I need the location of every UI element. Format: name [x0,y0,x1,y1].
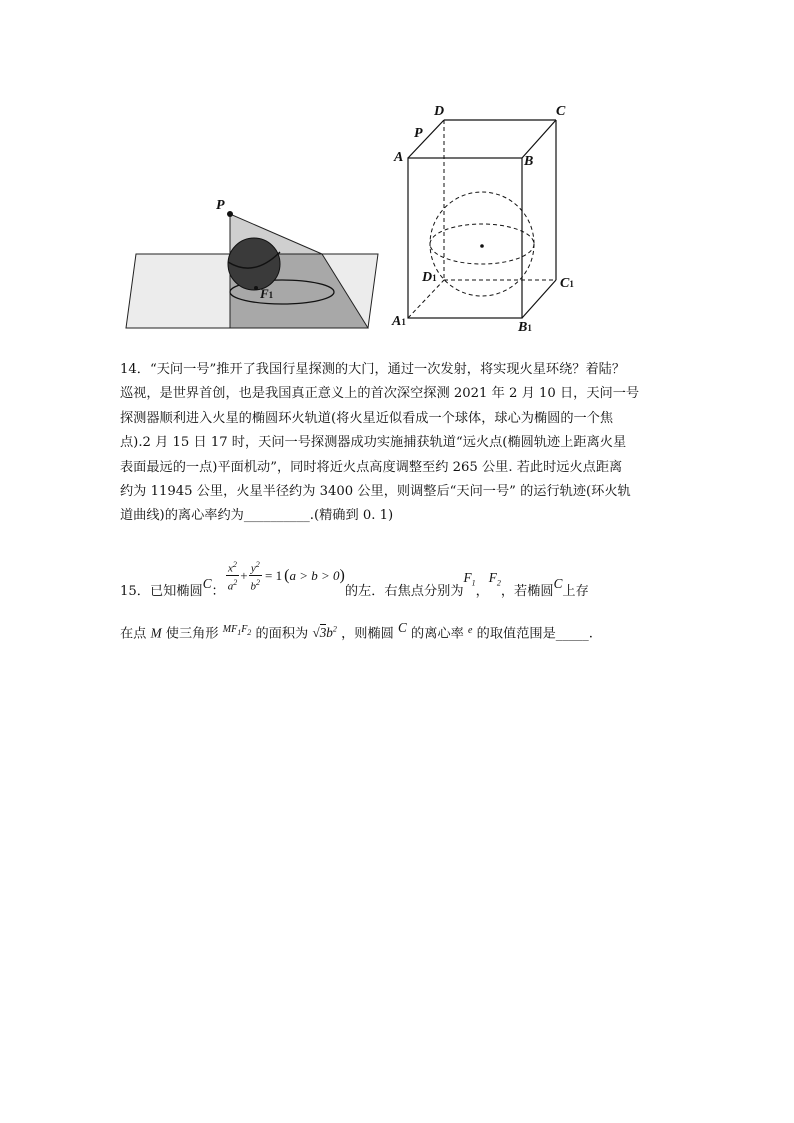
cone-sphere-figure [122,196,384,336]
cube-sphere-figure [390,100,590,340]
label-b: B [524,154,534,169]
point-p [227,211,233,217]
q14-line: 巡视，是世界首创，也是我国真正意义上的首次深空探测 2021 年 2 月 10 日，天问一号 [120,386,640,402]
label-c1: C1 [560,276,574,291]
label-d1: D1 [422,270,437,285]
point-f1 [254,286,258,290]
q14-line: 14．“天问一号”推开了我国行星探测的大门，通过一次发射，将实现火星环绕？着陆？ [120,362,626,377]
q14-line: 道曲线)的离心率约为__________.(精确到 0. 1) [120,508,394,524]
cube-front-face [408,158,522,318]
sphere-shape [228,238,280,290]
label-c: C [556,104,566,119]
label-f1: F1 [260,286,274,301]
cone-sphere-diagram [122,196,384,336]
q14-line: 探测器顺利进入火星的椭圆环火轨道(将火星近似看成一个球体，球心为椭圆的一个焦 [120,410,614,426]
label-a: A [394,150,404,165]
q14-line: 约为 11945 公里，火星半径约为 3400 公里，则调整后“天问一号” 的运行轨迹(环火轨 [120,484,631,500]
label-p: P [216,198,225,213]
q14-line: 点).2 月 15 日 17 时，天问一号探测器成功实施捕获轨道“远火点(椭圆轨迹上距离火星 [120,435,627,451]
label-b1: B1 [518,320,532,335]
q15-line-1: 15．已知椭圆 C ： $\frac{x^2}{a^2}$ + $\frac{y^2}{b^2}$ = 1 ( a > b > 0 ) 的左．右焦点分别为 $F_1$ ， $F_2$ ，若椭圆 C 上存 [120,559,589,599]
question-14 [120,358,680,529]
dashed-equator [430,224,534,264]
q15-line-2: 在点 M 使三角形 $^{MF_1F_2}$ 的面积为 $√3b^2$ ，则椭圆 C 的离心率 $^e$ 的取值范围是_____. [120,620,593,642]
q14-line: 表面最远的一点)平面机动”，同时将近火点高度调整至约 265 公里. 若此时远火点距离 [120,459,623,475]
question-15 [120,556,680,651]
label-a1: A1 [392,314,406,329]
ellipse-equation: $\frac{x^2}{a^2}$ + $\frac{y^2}{b^2}$ = 1 ( a > b > 0 ) [227,559,345,593]
label-p-cube: P [414,126,423,141]
sphere-center-dot [480,244,484,248]
label-d: D [434,104,445,119]
